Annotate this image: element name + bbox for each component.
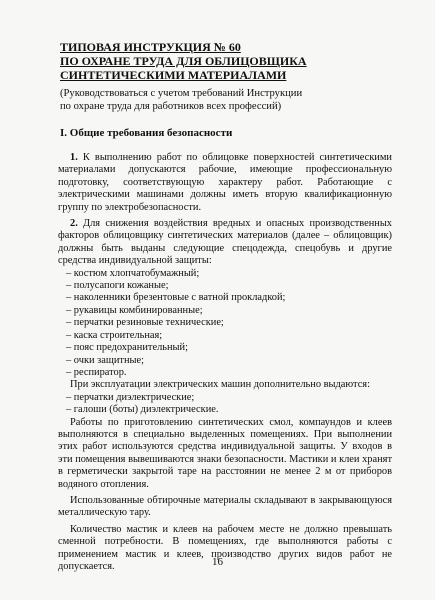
list-item: – рукавицы комбинированные; xyxy=(66,304,203,316)
note-line: (Руководствоваться с учетом требований Инструкции xyxy=(60,88,303,99)
guidance-note xyxy=(60,87,390,113)
list-item: – галоши (боты) диэлектрические. xyxy=(66,404,219,416)
note-line: по охране труда для работников всех профессий) xyxy=(60,101,282,112)
paragraph-text: К выполнению работ по облицовке поверхностей синтетическими материалами допускаются рабочие, имеющие профессиональную подготовку, соответствующую характеру работ. Работающие с электрическими машинами должны иметь вторую квалификационную группу по электробезопасности. xyxy=(58,152,392,213)
list-item: – респиратор. xyxy=(66,366,127,378)
paragraph-5: Количество мастик и клеев на рабочем месте не должно превышать сменной потребности. В помещениях, где выполняются работы с применением мастик и клеев, производство других видов работ не допускается. xyxy=(58,523,392,572)
paragraph-text: Для снижения воздействия вредных и опасных производственных факторов облицовщику синтетических материалов (далее – облицовщик) должны быть выданы следующие спецодежда, спецобувь и другие средства индивидуальной защиты: xyxy=(58,218,392,267)
list-item: – перчатки диэлектрические; xyxy=(66,391,195,403)
list-item: – перчатки резиновые технические; xyxy=(66,317,224,329)
electric-ppe-list xyxy=(58,392,392,417)
title-line: СИНТЕТИЧЕСКИМИ МАТЕРИАЛАМИ xyxy=(60,68,287,82)
title-line: ТИПОВАЯ ИНСТРУКЦИЯ № 60 xyxy=(60,40,241,54)
list-item: – костюм хлопчатобумажный; xyxy=(66,267,200,279)
list-item: – каска строительная; xyxy=(66,329,163,341)
title-line: ПО ОХРАНЕ ТРУДА ДЛЯ ОБЛИЦОВЩИКА xyxy=(60,54,307,68)
section-heading: I. Общие требования безопасности xyxy=(60,127,233,139)
ppe-list xyxy=(58,268,392,380)
document-title xyxy=(60,40,390,82)
paragraph-1 xyxy=(58,152,392,214)
paragraph-2 xyxy=(58,218,392,268)
list-item: – пояс предохранительный; xyxy=(66,342,188,354)
list-item: – наколенники брезентовые с ватной прокладкой; xyxy=(66,292,286,304)
paragraph-3: Работы по приготовлению синтетических смол, компаундов и клеев выполняются в специально выделенных помещениях. При выполнении этих работ используются средства индивидуальной защиты. У входов в эти помещения вывешиваются знаки безопасности. Мастики и клеи хранят в герметически закрытой таре на расстоянии не менее 2 м от приборов водяного отопления. xyxy=(58,416,392,490)
page-number: 16 xyxy=(212,556,223,568)
list-item: – очки защитные; xyxy=(66,354,145,366)
list-item: – полусапоги кожаные; xyxy=(66,280,169,292)
document-body xyxy=(58,152,392,573)
item-number: 1. xyxy=(70,152,78,163)
item-number: 2. xyxy=(70,218,78,230)
paragraph-4: Использованные обтирочные материалы складывают в закрывающуюся металлическую тару. xyxy=(58,494,392,519)
electric-intro: При эксплуатации электрических машин дополнительно выдаются: xyxy=(70,379,370,391)
